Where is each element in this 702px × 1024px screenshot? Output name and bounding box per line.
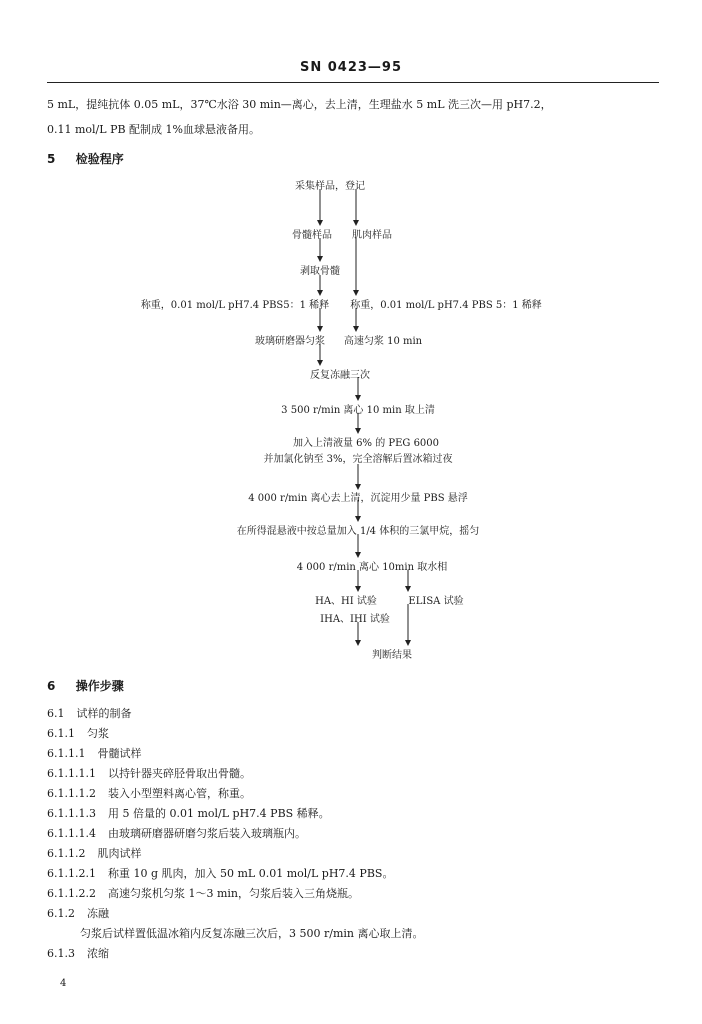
step-text: 高速匀浆机匀浆 1～3 min，匀浆后装入三角烧瓶。: [107, 887, 360, 900]
step-row: [47, 885, 359, 901]
flow-node-add-chloroform: 在所得混悬液中按总量加入 1/4 体积的三氯甲烷，摇匀: [236, 526, 480, 537]
step-number: 6.1.3: [47, 947, 75, 960]
step-row: [47, 785, 251, 801]
step-row: [47, 845, 141, 861]
page-number: 4: [60, 978, 67, 989]
step-number: 6.1.1.2: [47, 847, 86, 860]
section-6-heading: [47, 677, 124, 694]
step-text: 匀浆: [87, 727, 109, 740]
step-number: 6.1.1.1.2: [47, 787, 96, 800]
step-row: [47, 945, 109, 961]
section-5-number: 5: [47, 152, 56, 166]
section-5-title: 检验程序: [75, 152, 124, 166]
flow-node-add-nacl: 并加氯化钠至 3%，完全溶解后置冰箱过夜: [263, 454, 453, 465]
flow-node-centrifuge-3500: 3 500 r/min 离心 10 min 取上清: [281, 405, 435, 416]
step-number: 6.1.1.2.1: [47, 867, 96, 880]
step-number: 6.1.1: [47, 727, 75, 740]
step-row: [47, 865, 393, 881]
section-6-number: 6: [47, 679, 56, 693]
flow-node-elisa-test: ELISA 试验: [408, 596, 464, 607]
step-number: 6.1: [47, 707, 65, 720]
flow-node-muscle-sample: 肌肉样品: [352, 230, 392, 241]
flow-node-high-speed-homogenize: 高速匀浆 10 min: [343, 336, 423, 347]
step-text: 肌肉试样: [97, 847, 142, 860]
flow-node-weigh-dilute-marrow: 称重，0.01 mol/L pH7.4 PBS5：1 稀释: [140, 300, 330, 311]
step-text: 冻融: [87, 907, 109, 920]
step-text: 装入小型塑料离心管，称重。: [107, 787, 251, 800]
step-row: [47, 725, 109, 741]
flow-node-strip-marrow: 剥取骨髓: [300, 266, 340, 277]
step-row: [47, 805, 330, 821]
step-row: [47, 705, 132, 721]
flow-node-ha-hi-test: HA、HI 试验: [315, 596, 377, 607]
step-number: 6.1.1.2.2: [47, 887, 96, 900]
step-row: [47, 825, 306, 841]
intro-line-1: 5 mL，提纯抗体 0.05 mL，37℃水浴 30 min—离心，去上清，生理盐水 5 mL 洗三次—用 pH7.2，: [47, 98, 552, 111]
section-6-title: 操作步骤: [75, 679, 124, 693]
step-text: 骨髓试样: [97, 747, 142, 760]
step-text: 用 5 倍量的 0.01 mol/L pH7.4 PBS 稀释。: [107, 807, 330, 820]
step-number: 6.1.2: [47, 907, 75, 920]
step-text: 称重 10 g 肌肉，加入 50 mL 0.01 mol/L pH7.4 PBS。: [107, 867, 394, 880]
step-text: 以持针器夹碎胫骨取出骨髓。: [107, 767, 251, 780]
step-text: 匀浆后试样置低温冰箱内反复冻融三次后，3 500 r/min 离心取上清。: [80, 927, 424, 940]
flow-node-weigh-dilute-muscle: 称重，0.01 mol/L pH7.4 PBS 5：1 稀释: [350, 300, 542, 311]
step-number: 6.1.1.1.4: [47, 827, 96, 840]
step-text: 试样的制备: [76, 707, 132, 720]
flow-node-centrifuge-resuspend: 4 000 r/min 离心去上清，沉淀用少量 PBS 悬浮: [248, 493, 468, 504]
flow-node-collect-samples: 采集样品，登记: [295, 181, 365, 192]
flow-arrow-n13a: [355, 640, 361, 646]
step-number: 6.1.1.1: [47, 747, 86, 760]
flow-node-iha-ihi-test: IHA、IHI 试验: [320, 614, 390, 625]
step-number: 6.1.1.1.3: [47, 807, 96, 820]
document-header: SN 0423—95: [299, 60, 403, 75]
flow-node-glass-homogenize: 玻璃研磨器匀浆: [255, 336, 325, 347]
step-text: 由玻璃研磨器研磨匀浆后装入玻璃瓶内。: [107, 827, 306, 840]
step-number: 6.1.1.1.1: [47, 767, 96, 780]
intro-line-2: 0.11 mol/L PB 配制成 1%血球悬液备用。: [47, 123, 260, 136]
step-row: [47, 905, 109, 921]
flow-node-marrow-sample: 骨髓样品: [292, 230, 332, 241]
flow-node-judge-result: 判断结果: [372, 650, 412, 661]
flow-node-centrifuge-4000: 4 000 r/min 离心 10min 取水相: [296, 562, 448, 573]
flow-node-add-peg: 加入上清液量 6% 的 PEG 6000: [292, 438, 440, 449]
step-text: 浓缩: [87, 947, 109, 960]
step-row: [47, 745, 141, 761]
step-row: [47, 765, 251, 781]
flow-node-freeze-thaw: 反复冻融三次: [310, 370, 370, 381]
step-row-continuation: [80, 925, 423, 941]
